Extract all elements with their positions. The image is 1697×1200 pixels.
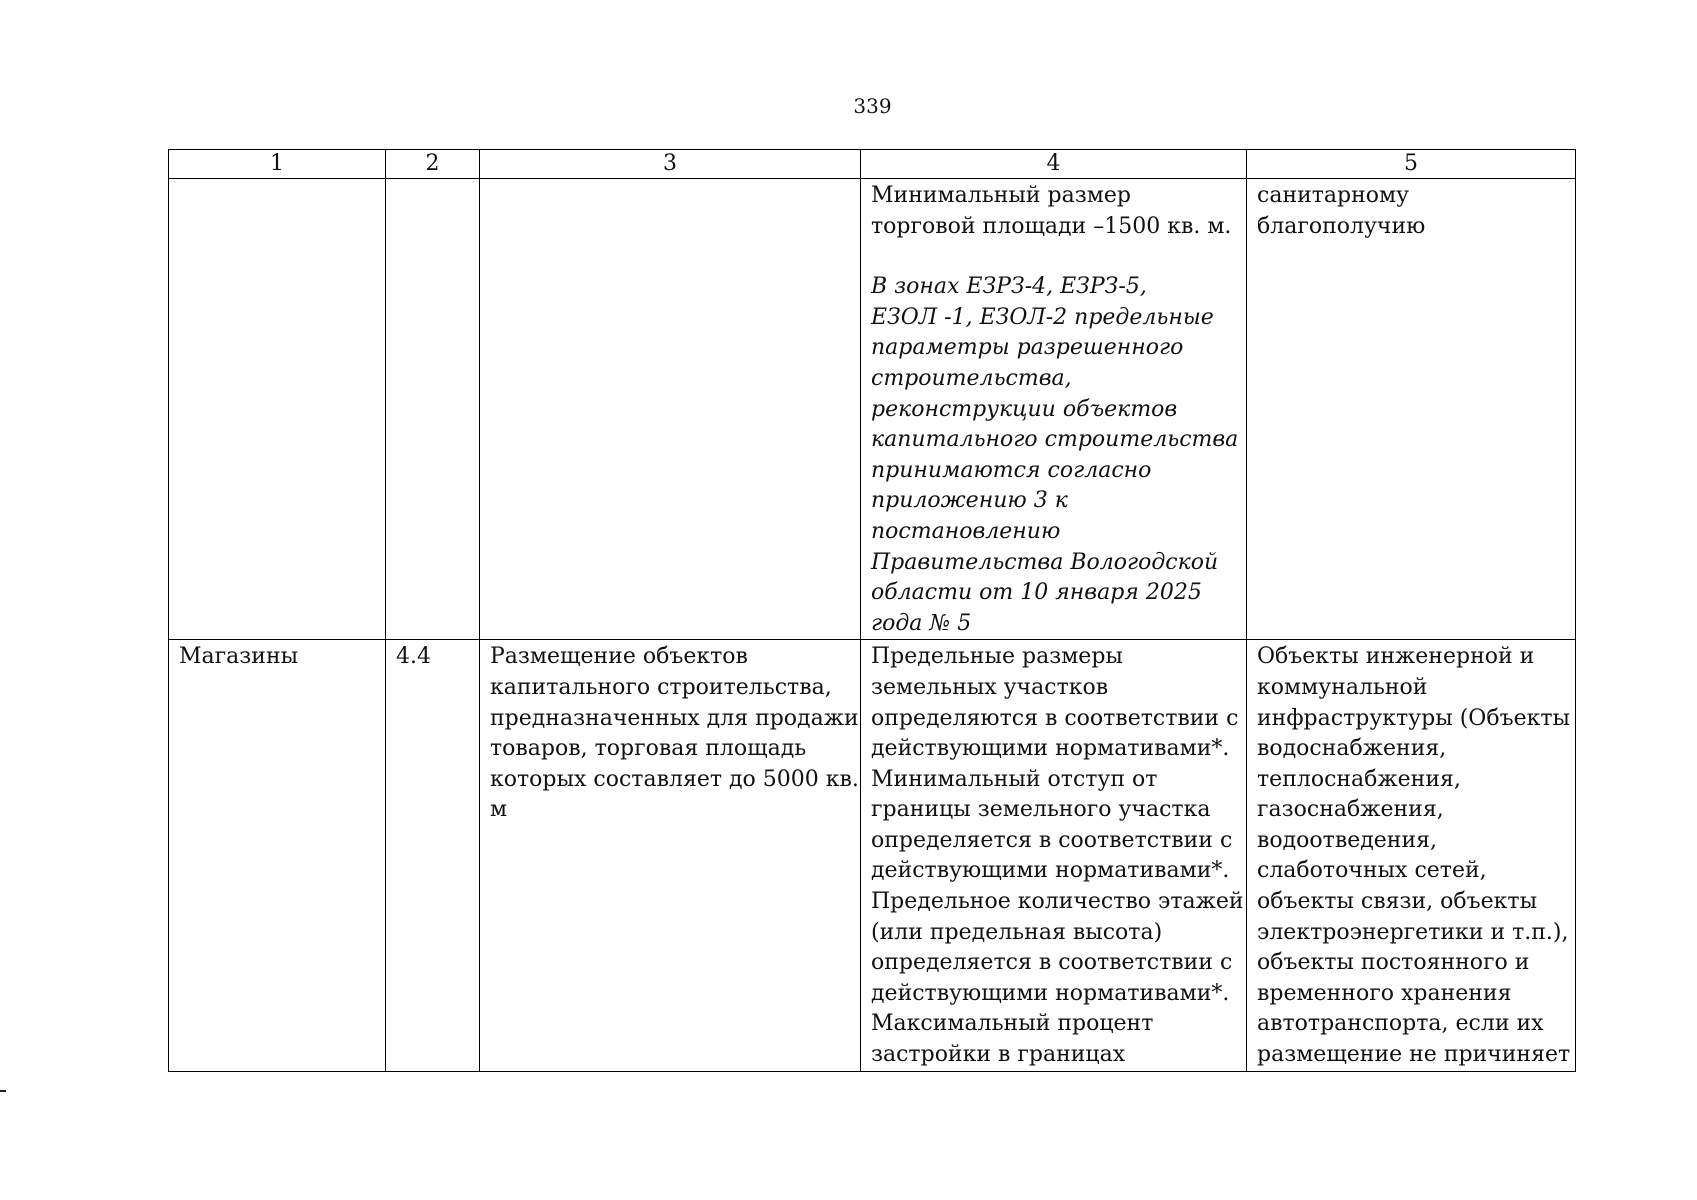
row2-col4	[861, 640, 1247, 1071]
row2-col5-line: электроэнергетики и т.п.),	[1257, 919, 1569, 945]
row2-col1	[169, 640, 386, 1071]
row1-col4-italic-line: принимаются согласно	[871, 457, 1152, 483]
row1-col1	[169, 179, 386, 640]
row2-col4-line: земельных участков	[871, 674, 1109, 700]
row2-col5-line: объекты постоянного и	[1257, 950, 1530, 976]
table-header-row	[169, 150, 1576, 179]
table-row	[169, 179, 1576, 640]
row2-col4-line: Предельное количество этажей	[871, 889, 1244, 915]
use-type-name: Магазины	[179, 644, 299, 670]
row1-col4-italic-line: приложению 3 к	[871, 488, 1068, 514]
row1-col4-italic-line: параметры разрешенного	[871, 335, 1184, 361]
row1-col4-italic-line: реконструкции объектов	[871, 396, 1178, 422]
row1-col4-line: Минимальный размер	[871, 183, 1131, 208]
row2-col4-line: действующими нормативами*.	[871, 980, 1230, 1006]
row2-col5-line: теплоснабжения,	[1257, 766, 1461, 792]
row2-col4-line: Предельные размеры	[871, 644, 1123, 670]
row2-col4-line: (или предельная высота)	[871, 919, 1163, 945]
row1-col5-line: благополучию	[1257, 213, 1426, 239]
row2-col5-line: размещение не причиняет	[1257, 1042, 1571, 1068]
row1-col4	[861, 179, 1247, 640]
page-number: 339	[853, 94, 892, 118]
row2-col4-line: определяются в соответствии с	[871, 705, 1239, 731]
row1-col4-italic-line: постановлению	[871, 518, 1061, 544]
column-header-5: 5	[1247, 150, 1576, 179]
row2-col4-line: застройки в границах	[871, 1042, 1126, 1068]
row2-col5-line: инфраструктуры (Объекты	[1257, 705, 1571, 731]
row2-col4-line: Минимальный отступ от	[871, 766, 1158, 792]
row2-col4-line: Максимальный процент	[871, 1011, 1154, 1037]
row1-col4-italic-line: строительства,	[871, 365, 1072, 391]
row1-col2	[386, 179, 480, 640]
row2-col3-line: предназначенных для продажи	[490, 705, 859, 731]
table-row	[169, 640, 1576, 1071]
row2-col5-line: Объекты инженерной и	[1257, 644, 1535, 670]
row2-col3-line: товаров, торговая площадь	[490, 736, 807, 762]
row1-col4-italic-line: ЕЗОЛ -1, ЕЗОЛ-2 предельные	[871, 304, 1214, 330]
row2-col4-line: определяется в соответствии с	[871, 950, 1233, 976]
row2-col5-line: водоотведения,	[1257, 827, 1438, 853]
row2-col5-line: слаботочных сетей,	[1257, 858, 1487, 884]
row1-col5-line: санитарному	[1257, 183, 1410, 208]
column-header-1: 1	[169, 150, 386, 179]
row2-col3-line: м	[490, 797, 508, 823]
row2-col4-line: действующими нормативами*.	[871, 858, 1230, 884]
row2-col5-line: газоснабжения,	[1257, 797, 1444, 823]
row2-col5-line: водоснабжения,	[1257, 736, 1447, 762]
row1-col3	[480, 179, 861, 640]
margin-mark	[0, 1090, 6, 1092]
row2-col3-line: капитального строительства,	[490, 674, 832, 700]
row1-col5	[1247, 179, 1576, 640]
row1-col4-italic-line: Правительства Вологодской	[871, 549, 1219, 575]
row1-col4-italic-line: В зонах ЕЗРЗ-4, ЕЗРЗ-5,	[871, 274, 1147, 300]
row2-col3-line: которых составляет до 5000 кв.	[490, 766, 859, 792]
row2-col3-line: Размещение объектов	[490, 644, 748, 670]
column-header-3: 3	[480, 150, 861, 179]
row2-col5-line: объекты связи, объекты	[1257, 889, 1538, 915]
column-header-2: 2	[386, 150, 480, 179]
row1-col4-italic-line: области от 10 января 2025	[871, 580, 1202, 606]
row2-col4-line: границы земельного участка	[871, 797, 1211, 823]
row2-col4-line: определяется в соответствии с	[871, 827, 1233, 853]
row2-col5-line: коммунальной	[1257, 674, 1428, 700]
row2-col3	[480, 640, 861, 1071]
regulations-table	[168, 149, 1576, 1072]
column-header-4: 4	[861, 150, 1247, 179]
row2-col5-line: временного хранения	[1257, 980, 1512, 1006]
blank-line	[871, 242, 1236, 272]
row1-col4-italic-line: капитального строительства	[871, 427, 1239, 453]
row1-col4-italic-line: года № 5	[871, 610, 972, 636]
row2-col5-line: автотранспорта, если их	[1257, 1011, 1544, 1037]
row1-col4-line: торговой площади –1500 кв. м.	[871, 213, 1232, 239]
row2-col5	[1247, 640, 1576, 1071]
row2-col4-line: действующими нормативами*.	[871, 736, 1230, 762]
use-type-code: 4.4	[396, 644, 431, 670]
row2-col2	[386, 640, 480, 1071]
